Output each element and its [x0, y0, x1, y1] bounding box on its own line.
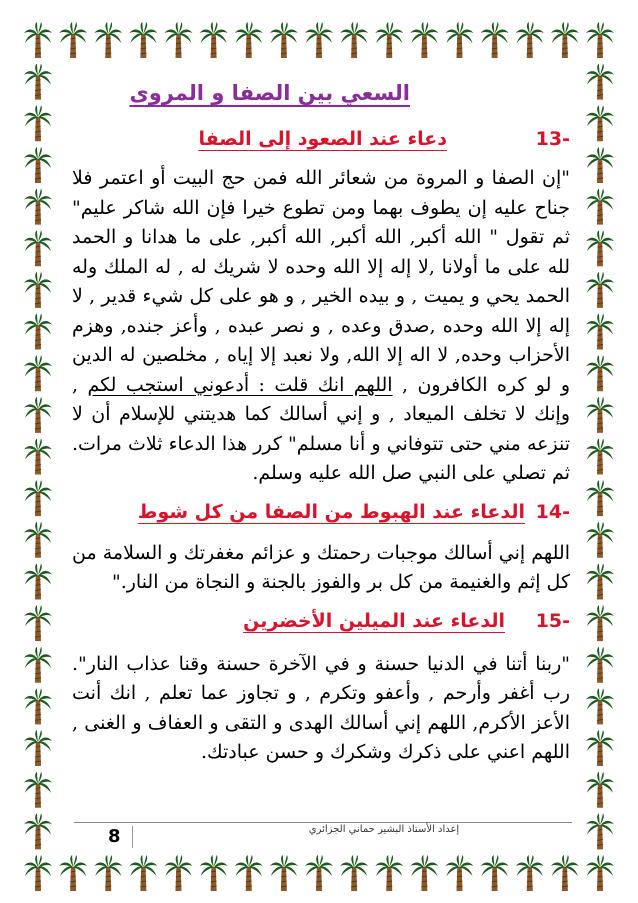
palm-tree-icon	[446, 855, 474, 891]
section-number: -13	[535, 128, 570, 150]
palm-tree-icon	[586, 730, 614, 766]
palm-tree-icon	[586, 189, 614, 225]
palm-tree-icon	[24, 647, 52, 683]
palm-tree-icon	[270, 855, 298, 891]
palm-tree-icon	[586, 563, 614, 599]
palm-tree-icon	[200, 22, 228, 58]
palm-tree-icon	[586, 105, 614, 141]
palm-tree-icon	[586, 522, 614, 558]
palm-tree-icon	[305, 22, 333, 58]
palm-tree-icon	[200, 855, 228, 891]
page-title: السعي بين الصفا و المروى	[129, 81, 410, 105]
palm-tree-icon	[586, 855, 614, 891]
palm-tree-icon	[24, 480, 52, 516]
palm-tree-icon	[586, 688, 614, 724]
palm-tree-icon	[586, 647, 614, 683]
palm-tree-icon	[24, 397, 52, 433]
palm-tree-icon	[24, 272, 52, 308]
palm-tree-icon	[375, 855, 403, 891]
palm-tree-icon	[586, 147, 614, 183]
section-13-text-before: "إن الصفا و المروة من شعائر الله فمن حج البيت أو اعتمر فلا جناح عليه إن يطوف بهما ومن تطوع خيرا فإن الله شاكر عليم" ثم تقول " الله أكبر, الله أكبر, الله أكبر, على ما هدانا و الحمد لله على ما أولانا ,لا إله إلا الله وحده لا شريك له , له الملك وله الحمد يحي و يميت , و بيده الخير , و هو على كل شيء قدير , لا إله إلا الله وحده ,صدق وعده , و نصر عبده , وأعز جنده, وهزم الأحزاب وحده, لا اله إلا الله, ولا نعبد إلا إياه , مخلصين له الدين و لو كره الكافرون ,	[72, 167, 571, 396]
palm-tree-icon	[24, 105, 52, 141]
section-15-text: "ربنا أتنا في الدنيا حسنة و في الآخرة حسنة وقنا عذاب النار". رب أغفر وأرحم , وأعفو وتكرم , و تجاوز عما تعلم , انك أنت الأعز الأكرم, اللهم إني أسالك الهدى و التقى و العفاف و الغنى , اللهم اعني على ذكرك وشكرك و حسن عبادتك.	[72, 652, 570, 763]
palm-tree-icon	[24, 730, 52, 766]
palm-tree-icon	[24, 314, 52, 350]
section-heading-14	[72, 497, 570, 527]
section-13-text	[72, 164, 570, 489]
palm-tree-icon	[24, 439, 52, 475]
palm-tree-icon	[586, 813, 614, 849]
palm-tree-icon	[24, 813, 52, 849]
page-number: 8	[108, 826, 121, 847]
palm-tree-icon	[586, 439, 614, 475]
palm-tree-icon	[586, 397, 614, 433]
palm-tree-icon	[94, 22, 122, 58]
palm-tree-icon	[94, 855, 122, 891]
page-footer	[74, 822, 572, 853]
palm-tree-icon	[24, 605, 52, 641]
palm-tree-icon	[24, 64, 52, 100]
palm-tree-icon	[24, 230, 52, 266]
palm-tree-icon	[375, 22, 403, 58]
footer-author: إعداد الأستاذ البشير حماني الجزائري	[308, 824, 460, 835]
palm-tree-icon	[235, 22, 263, 58]
palm-tree-icon	[586, 230, 614, 266]
palm-tree-icon	[516, 22, 544, 58]
palm-tree-icon	[586, 772, 614, 808]
palm-tree-icon	[59, 855, 87, 891]
palm-tree-icon	[165, 22, 193, 58]
section-number: -15	[535, 609, 570, 632]
palm-tree-icon	[270, 22, 298, 58]
section-title: دعاء عند الصعود إلى الصفا	[198, 128, 448, 150]
palm-tree-icon	[586, 480, 614, 516]
palm-tree-icon	[551, 22, 579, 58]
section-number: -14	[535, 500, 570, 523]
section-title: الدعاء عند الهبوط من الصفا من كل شوط	[137, 500, 526, 523]
palm-tree-icon	[24, 688, 52, 724]
palm-tree-icon	[24, 22, 52, 58]
palm-tree-icon	[129, 22, 157, 58]
palm-tree-icon	[340, 22, 368, 58]
palm-tree-icon	[59, 22, 87, 58]
palm-tree-icon	[24, 147, 52, 183]
footer-divider	[132, 826, 133, 848]
palm-tree-icon	[586, 314, 614, 350]
section-14-text: اللهم إني أسالك موجبات رحمتك و عزائم مغفرتك و السلامة من كل إثم والغنيمة من كل بر والفوز بالجنة و النجاة من النار."	[72, 541, 570, 593]
section-13-text-after: , وإنك لا تخلف الميعاد , و إني أسالك كما هديتني للإسلام أن لا تنزعه مني حتى تتوفاني و أنا مسلم" كرر هذا الدعاء ثلاث مرات. ثم تصلي على النبي صل الله عليه وسلم.	[72, 373, 570, 484]
palm-tree-icon	[586, 64, 614, 100]
palm-tree-icon	[165, 855, 193, 891]
palm-tree-icon	[24, 855, 52, 891]
palm-tree-icon	[235, 855, 263, 891]
palm-tree-icon	[551, 855, 579, 891]
palm-tree-icon	[586, 272, 614, 308]
palm-tree-icon	[24, 563, 52, 599]
palm-tree-icon	[516, 855, 544, 891]
section-heading-13	[72, 124, 570, 154]
palm-tree-icon	[305, 855, 333, 891]
palm-tree-icon	[586, 22, 614, 58]
palm-tree-icon	[410, 855, 438, 891]
palm-tree-icon	[481, 855, 509, 891]
palm-tree-icon	[24, 189, 52, 225]
palm-tree-icon	[129, 855, 157, 891]
palm-tree-icon	[586, 355, 614, 391]
palm-tree-icon	[410, 22, 438, 58]
section-heading-15	[72, 606, 570, 636]
palm-tree-icon	[340, 855, 368, 891]
palm-tree-icon	[481, 22, 509, 58]
section-title: الدعاء عند الميلين الأخضرين	[243, 609, 506, 632]
palm-tree-icon	[586, 605, 614, 641]
palm-tree-icon	[446, 22, 474, 58]
section-13-underlined-quote: اللهم انك قلت : أدعوني استجب لكم	[87, 373, 393, 396]
palm-tree-icon	[24, 772, 52, 808]
palm-tree-icon	[24, 522, 52, 558]
palm-tree-icon	[24, 355, 52, 391]
